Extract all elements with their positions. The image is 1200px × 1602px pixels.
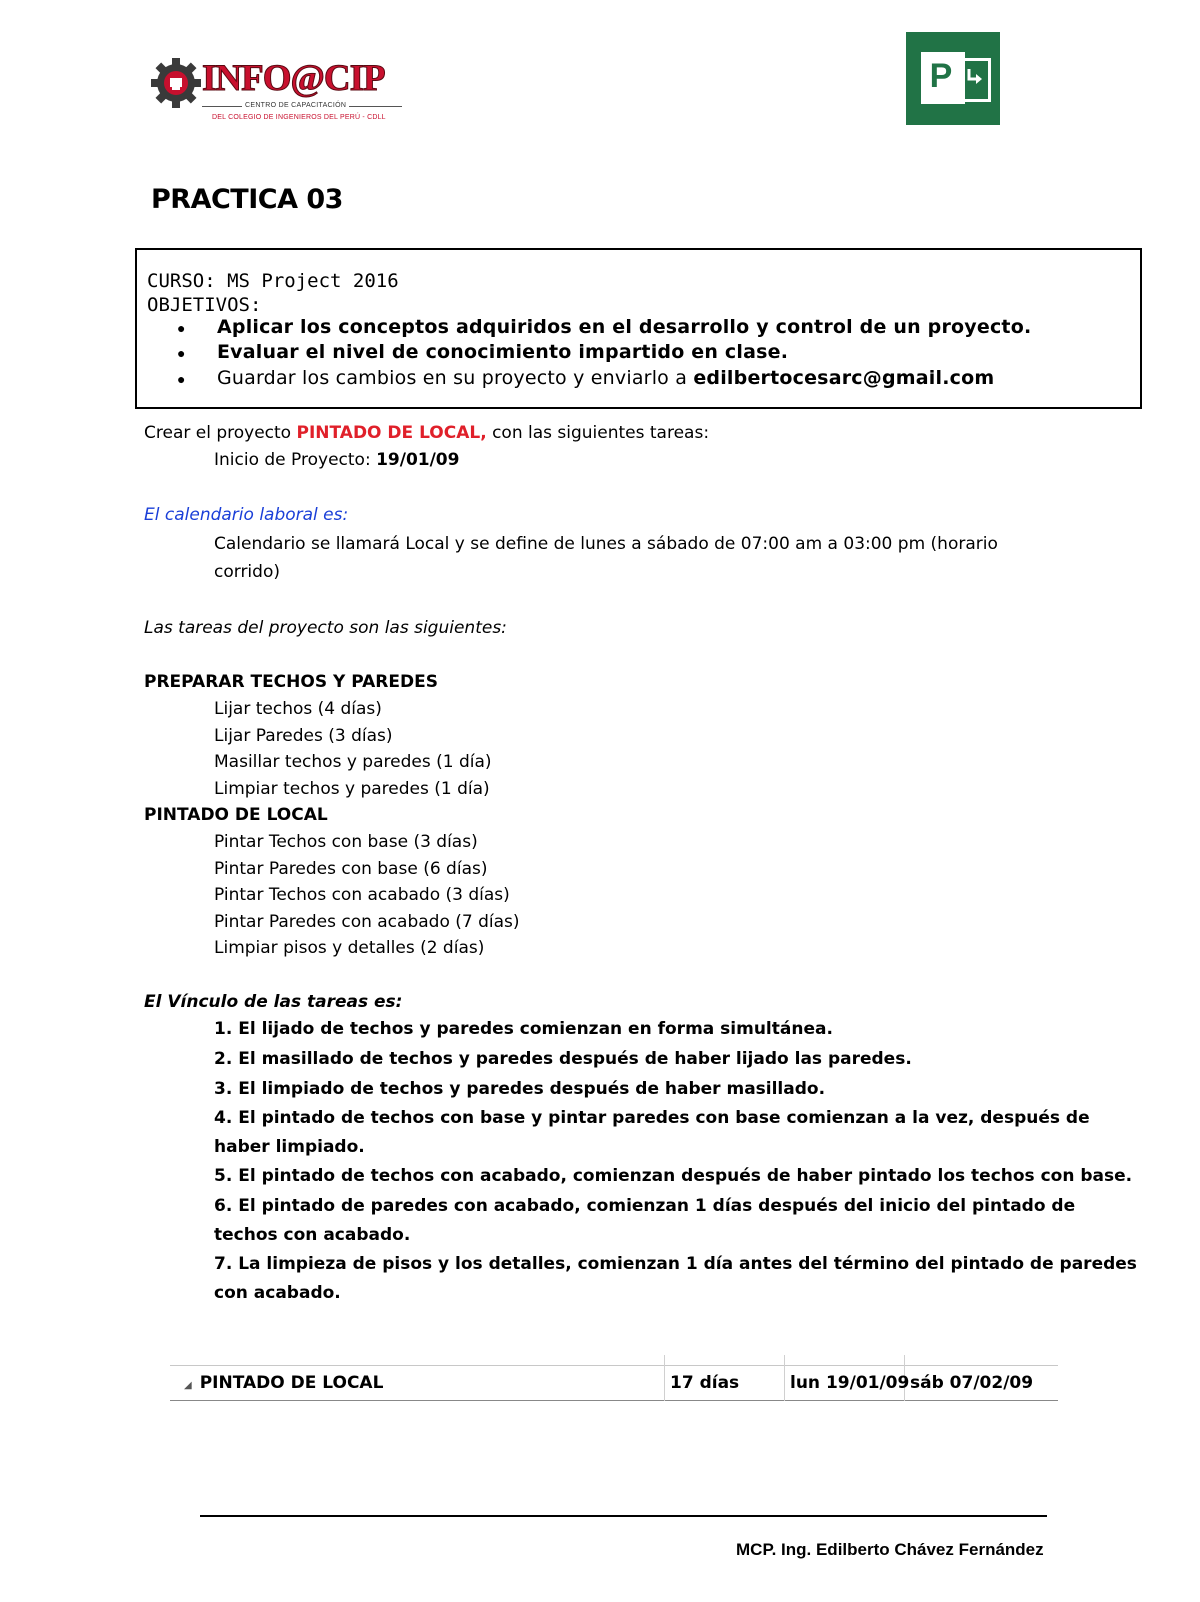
footer-author: MCP. Ing. Edilberto Chávez Fernández: [736, 1540, 1044, 1559]
link-item: 3. El limpiado de techos y paredes después de haber masillado.: [214, 1079, 826, 1099]
task-item: Limpiar pisos y detalles (2 días): [214, 938, 485, 958]
table-header: [170, 1355, 1058, 1366]
table-duration: 17 días: [670, 1373, 740, 1393]
project-name: PINTADO DE LOCAL,: [296, 423, 487, 443]
calendar-line-1: Calendario se llamará Local y se define de lunes a sábado de 07:00 am a 03:00 pm (horario: [214, 534, 998, 554]
course-name: CURSO: MS Project 2016: [147, 270, 399, 292]
infocip-subtitle-2: DEL COLEGIO DE INGENIEROS DEL PERÚ - CDLL: [212, 114, 386, 121]
link-item: techos con acabado.: [214, 1225, 411, 1245]
link-item: 2. El masillado de techos y paredes después de haber lijado las paredes.: [214, 1049, 912, 1069]
task-item: Masillar techos y paredes (1 día): [214, 752, 492, 772]
task-item: Limpiar techos y paredes (1 día): [214, 779, 490, 799]
intro-suffix: con las siguientes tareas:: [486, 423, 710, 443]
bullet-icon: ●: [177, 320, 186, 336]
group-name-1: PREPARAR TECHOS Y PAREDES: [144, 672, 438, 692]
start-line: [214, 449, 459, 471]
link-item: con acabado.: [214, 1283, 341, 1303]
task-item: Pintar Paredes con base (6 días): [214, 859, 488, 879]
start-date: 19/01/09: [376, 450, 460, 470]
link-item: 5. El pintado de techos con acabado, comienzan después de haber pintado los techos con base.: [214, 1166, 1133, 1186]
table-task-name: [184, 1366, 383, 1400]
objective-1: Aplicar los conceptos adquiridos en el desarrollo y control de un proyecto.: [217, 316, 1032, 338]
link-item: 4. El pintado de techos con base y pintar paredes con base comienzan a la vez, después de: [214, 1108, 1090, 1128]
bullet-icon: ●: [177, 345, 186, 361]
intro-prefix: Crear el proyecto: [144, 423, 297, 443]
column-divider: [664, 1355, 665, 1401]
infocip-brand: INFO@CIP: [202, 58, 385, 99]
ms-project-icon: [906, 32, 1000, 125]
objective-3: [217, 367, 994, 389]
start-label: Inicio de Proyecto:: [214, 450, 377, 470]
infocip-subtitle: CENTRO DE CAPACITACIÓN: [242, 102, 349, 109]
objective-2: Evaluar el nivel de conocimiento impartido en clase.: [217, 341, 789, 363]
task-item: Pintar Techos con base (3 días): [214, 832, 478, 852]
infocip-logo: [150, 55, 400, 125]
tasks-heading: Las tareas del proyecto son las siguientes:: [144, 618, 507, 638]
calendar-heading: El calendario laboral es:: [144, 505, 349, 525]
objectives-label: OBJETIVOS:: [147, 294, 262, 316]
project-summary-table: [170, 1355, 1058, 1401]
page-title: PRACTICA 03: [151, 184, 343, 215]
link-item: 7. La limpieza de pisos y los detalles, comienzan 1 día antes del término del pintado de paredes: [214, 1254, 1137, 1274]
link-item: haber limpiado.: [214, 1137, 365, 1157]
course-box: [135, 248, 1142, 409]
table-finish: sáb 07/02/09: [910, 1373, 1034, 1393]
task-item: Lijar techos (4 días): [214, 699, 382, 719]
task-item: Pintar Techos con acabado (3 días): [214, 885, 510, 905]
table-start: lun 19/01/09: [790, 1373, 910, 1393]
task-item: Lijar Paredes (3 días): [214, 726, 393, 746]
link-item: 1. El lijado de techos y paredes comienzan en forma simultánea.: [214, 1019, 833, 1039]
link-item: 6. El pintado de paredes con acabado, comienzan 1 días después del inicio del pintado de: [214, 1196, 1076, 1216]
objective-3-text: Guardar los cambios en su proyecto y enviarlo a: [217, 367, 694, 389]
calendar-line-2: corrido): [214, 562, 280, 582]
group-name-2: PINTADO DE LOCAL: [144, 805, 328, 825]
task-item: Pintar Paredes con acabado (7 días): [214, 912, 520, 932]
footer-divider: [200, 1515, 1047, 1517]
project-letter: P: [929, 57, 953, 95]
column-divider: [784, 1355, 785, 1401]
bullet-icon: ●: [177, 371, 186, 387]
task-name-text: PINTADO DE LOCAL: [199, 1373, 384, 1393]
collapse-triangle-icon: ◢: [184, 1380, 192, 1391]
links-heading: El Vínculo de las tareas es:: [144, 992, 403, 1012]
arrow-icon: [966, 66, 986, 90]
contact-email: edilbertocesarc@gmail.com: [693, 367, 995, 389]
gear-icon: [150, 57, 202, 109]
intro-line: [144, 422, 709, 444]
